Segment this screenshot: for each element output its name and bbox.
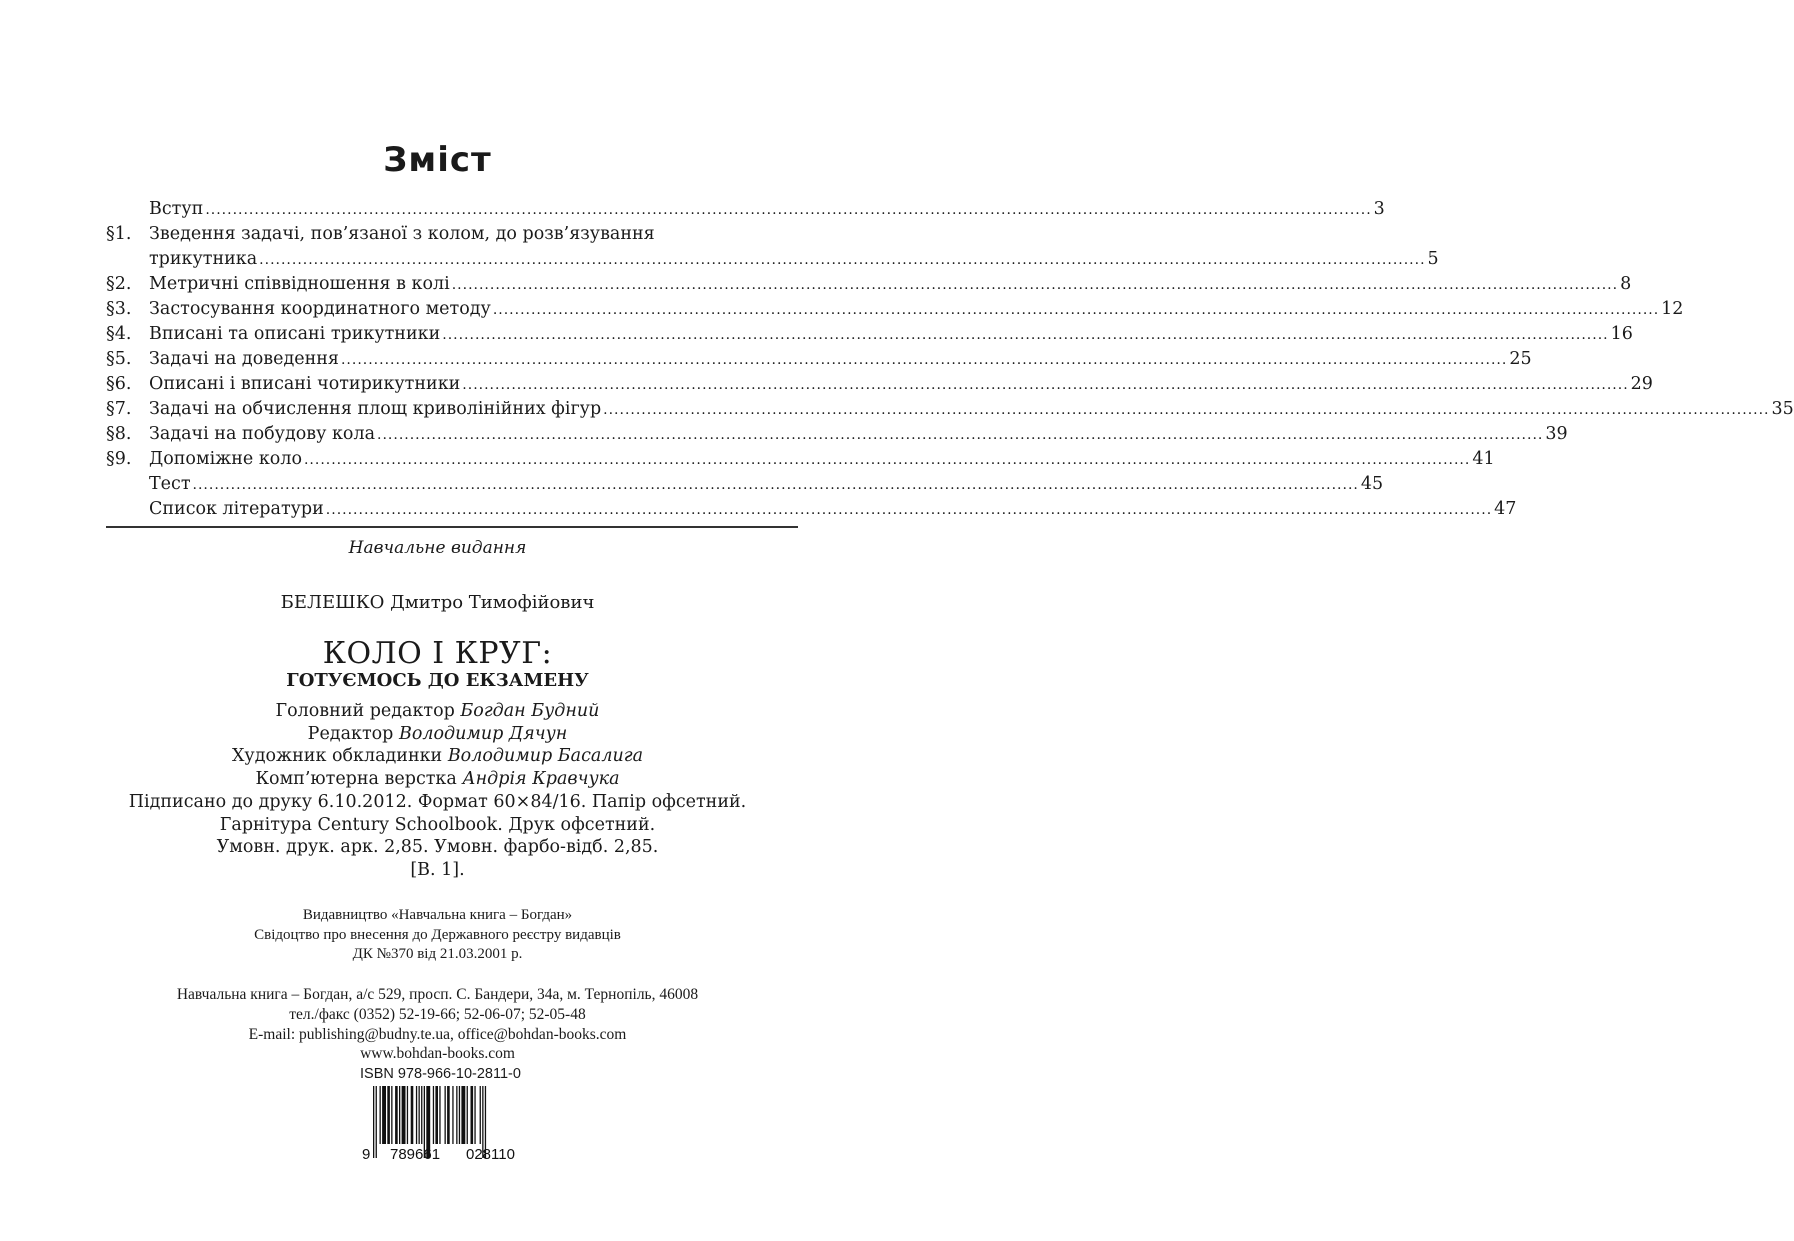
barcode-bar bbox=[467, 1086, 468, 1144]
barcode-bar bbox=[373, 1086, 374, 1158]
toc-number: §5. bbox=[106, 349, 132, 369]
barcode-bar bbox=[471, 1086, 474, 1144]
toc-page: 47 bbox=[1494, 499, 1517, 519]
barcode-bar bbox=[391, 1086, 392, 1144]
toc-row bbox=[106, 372, 1653, 397]
toc-row bbox=[106, 422, 1568, 447]
publisher-line: Свідоцтво про внесення до Державного реєстру видавців bbox=[254, 926, 621, 943]
toc-row bbox=[106, 397, 1794, 422]
imprint-line: Підписано до друку 6.10.2012. Формат 60×84/16. Папір офсетний. bbox=[128, 792, 747, 812]
imprint-line: [В. 1]. bbox=[410, 859, 465, 880]
toc-row bbox=[106, 272, 1632, 297]
toc-number: §4. bbox=[106, 324, 132, 344]
author-name: БЕЛЕШКО Дмитро Тимофійович bbox=[280, 592, 595, 613]
barcode-bar bbox=[380, 1086, 381, 1144]
toc-number: §2. bbox=[106, 274, 132, 294]
toc-page: 12 bbox=[1661, 299, 1684, 319]
barcode-first-digit: 9 bbox=[362, 1146, 371, 1163]
imprint bbox=[0, 791, 875, 881]
toc-row bbox=[106, 197, 1385, 222]
address-line: тел./факс (0352) 52-19-66; 52-06-07; 52-05-48 bbox=[289, 1005, 586, 1023]
divider bbox=[106, 526, 798, 528]
imprint-line: Умовн. друк. арк. 2,85. Умовн. фарбо-відб. 2,85. bbox=[216, 837, 659, 857]
toc-leader: ...................................................................................................................................................................................................................... bbox=[603, 402, 1770, 418]
barcode-bar bbox=[395, 1086, 398, 1144]
barcode-bar bbox=[407, 1086, 408, 1144]
credit-role: Головний редактор bbox=[275, 701, 455, 721]
credit-name: Андрія Кравчука bbox=[462, 768, 620, 789]
toc-number: §9. bbox=[106, 449, 132, 469]
publisher-info bbox=[0, 906, 875, 965]
toc-page: 3 bbox=[1373, 199, 1385, 219]
credit-line bbox=[0, 768, 875, 791]
credit-line bbox=[0, 745, 875, 768]
imprint-line: Гарнітура Century Schoolbook. Друк офсетний. bbox=[219, 814, 656, 835]
barcode-bar bbox=[435, 1086, 438, 1144]
toc-leader: ...................................................................................................................................................................................................................... bbox=[340, 352, 1508, 368]
credit-name: Богдан Будний bbox=[460, 701, 600, 721]
barcode-bar bbox=[382, 1086, 386, 1144]
toc-leader: ...................................................................................................................................................................................................................... bbox=[377, 427, 1544, 443]
edition-label: Навчальне видання bbox=[348, 538, 527, 558]
toc-leader: ...................................................................................................................................................................................................................... bbox=[492, 302, 1660, 318]
toc-leader: ...................................................................................................................................................................................................................... bbox=[325, 502, 1493, 518]
toc-row bbox=[106, 497, 1517, 522]
toc-page: 16 bbox=[1610, 324, 1633, 344]
toc-page: 25 bbox=[1509, 349, 1532, 369]
toc-page: 39 bbox=[1545, 424, 1568, 444]
toc-title: Задачі на доведення bbox=[149, 349, 339, 369]
toc-leader: ...................................................................................................................................................................................................................... bbox=[303, 452, 1471, 468]
toc-leader: ...................................................................................................................................................................................................................... bbox=[442, 327, 1609, 343]
address-line: E-mail: publishing@budny.te.ua, office@bohdan-books.com bbox=[248, 1025, 627, 1043]
toc-title: Метричні співвідношення в колі bbox=[149, 274, 450, 294]
toc-leader: ...................................................................................................................................................................................................................... bbox=[462, 377, 1629, 393]
toc-leader: ...................................................................................................................................................................................................................... bbox=[259, 252, 1426, 268]
toc-row bbox=[106, 347, 1532, 372]
barcode-bar bbox=[452, 1086, 453, 1144]
toc-title: Зведення задачі, пов’язаної з колом, до розв’язування bbox=[149, 224, 655, 244]
isbn-label: ISBN 978-966-10-2811-0 bbox=[360, 1066, 521, 1082]
table-of-contents bbox=[106, 197, 1794, 522]
toc-title: Вступ bbox=[149, 199, 204, 219]
toc-number: §6. bbox=[106, 374, 132, 394]
toc-number: §3. bbox=[106, 299, 132, 319]
toc-page: 45 bbox=[1360, 474, 1384, 494]
toc-title: трикутника bbox=[149, 249, 258, 269]
toc-page: 29 bbox=[1630, 374, 1653, 394]
toc-title: Список літератури bbox=[149, 499, 324, 519]
barcode-bar bbox=[480, 1086, 481, 1144]
barcode-left-group: 789661 bbox=[390, 1146, 441, 1163]
barcode-bar bbox=[433, 1086, 434, 1144]
credit-role: Художник обкладинки bbox=[231, 746, 443, 766]
toc-page: 41 bbox=[1472, 449, 1495, 469]
book-subtitle: ГОТУЄМОСЬ ДО ЕКЗАМЕНУ bbox=[286, 670, 589, 691]
barcode-bar bbox=[459, 1086, 460, 1144]
barcode-bar bbox=[421, 1086, 422, 1144]
page-title: Зміст bbox=[383, 140, 492, 180]
toc-page: 8 bbox=[1620, 274, 1632, 294]
barcode-bar bbox=[439, 1086, 440, 1144]
barcode-bar bbox=[402, 1086, 406, 1144]
book-title: КОЛО І КРУГ: bbox=[322, 636, 553, 671]
credit-role: Редактор bbox=[307, 723, 394, 744]
barcode-bar bbox=[461, 1086, 465, 1144]
toc-row bbox=[106, 222, 798, 247]
credit-line bbox=[0, 723, 875, 746]
credits bbox=[0, 700, 875, 790]
credit-name: Володимир Басалига bbox=[447, 746, 644, 766]
barcode-bar bbox=[399, 1086, 400, 1144]
credit-role: Комп’ютерна верстка bbox=[255, 768, 457, 789]
toc-leader: ...................................................................................................................................................................................................................... bbox=[192, 477, 1359, 493]
publisher-line: ДК №370 від 21.03.2001 р. bbox=[352, 946, 523, 962]
credit-line bbox=[0, 700, 875, 723]
address-line: Навчальна книга – Богдан, а/с 529, просп. С. Бандери, 34а, м. Тернопіль, 46008 bbox=[176, 986, 699, 1003]
toc-number: §7. bbox=[106, 399, 132, 419]
toc-leader: ...................................................................................................................................................................................................................... bbox=[451, 277, 1619, 293]
credit-name: Володимир Дячун bbox=[398, 723, 568, 744]
toc-row bbox=[106, 297, 1684, 322]
barcode-bar bbox=[445, 1086, 446, 1144]
barcode-bar bbox=[411, 1086, 414, 1144]
publisher-line: Видавництво «Навчальна книга – Богдан» bbox=[302, 907, 573, 923]
toc-row bbox=[106, 247, 1439, 272]
toc-title: Допоміжне коло bbox=[149, 449, 302, 469]
toc-row bbox=[106, 472, 1384, 497]
website-link: www.bohdan-books.com bbox=[360, 1045, 515, 1063]
barcode-bar bbox=[447, 1086, 450, 1144]
toc-leader: ...................................................................................................................................................................................................................... bbox=[205, 202, 1372, 218]
toc-number: §1. bbox=[106, 224, 132, 244]
toc-title: Задачі на обчислення площ криволінійних фігур bbox=[149, 399, 602, 419]
toc-page: 5 bbox=[1427, 249, 1439, 269]
barcode-bar bbox=[474, 1086, 475, 1144]
toc-row bbox=[106, 322, 1633, 347]
toc-title: Задачі на побудову кола bbox=[149, 424, 376, 444]
toc-title: Вписані та описані трикутники bbox=[149, 324, 441, 344]
toc-row bbox=[106, 447, 1495, 472]
toc-title: Застосування координатного методу bbox=[149, 299, 491, 319]
barcode-bar bbox=[416, 1086, 417, 1144]
toc-number: §8. bbox=[106, 424, 132, 444]
barcode-bar bbox=[376, 1086, 377, 1158]
toc-page: 35 bbox=[1771, 399, 1794, 419]
publisher-address bbox=[0, 985, 875, 1064]
toc-title: Тест bbox=[149, 474, 191, 494]
barcode-bar bbox=[419, 1086, 420, 1144]
toc-title: Описані і вписані чотирикутники bbox=[149, 374, 461, 394]
barcode bbox=[360, 1086, 530, 1162]
barcode-bar bbox=[387, 1086, 390, 1144]
barcode-bar bbox=[456, 1086, 457, 1144]
barcode-right-group: 028110 bbox=[466, 1146, 515, 1163]
